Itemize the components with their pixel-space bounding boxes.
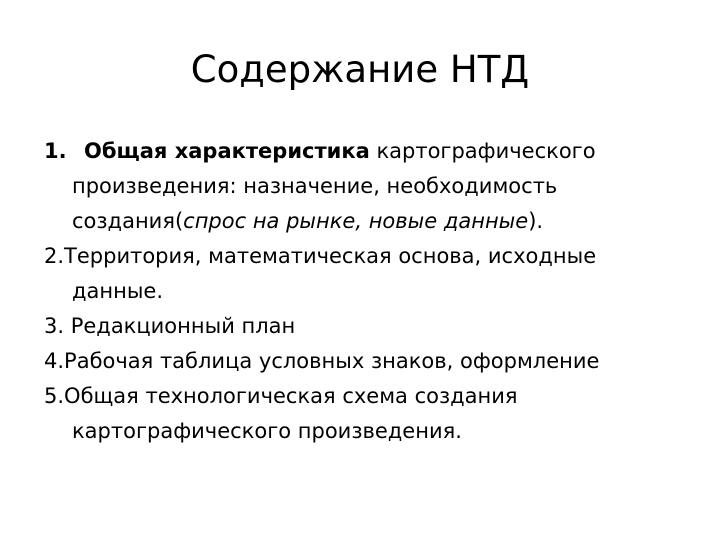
list-item-1: [44, 134, 684, 239]
list-item-1-bold-heading: Общая характеристика: [84, 139, 370, 163]
list-item-1-text-end: ).: [528, 209, 544, 233]
content-list: [44, 134, 684, 449]
list-item-5: 5.Общая технологическая схема создания картографического произведения.: [44, 384, 518, 443]
list-item-1-number: 1.: [44, 139, 67, 163]
slide-title: Содержание НТД: [190, 48, 530, 91]
list-item-1-text: картографического произведения: назначение, необходимость создания(: [72, 139, 596, 233]
list-item-4: 4.Рабочая таблица условных знаков, оформление: [44, 349, 600, 373]
list-item-3: 3. Редакционный план: [44, 314, 296, 338]
list-item-1-italic: спрос на рынке, новые данные: [183, 209, 529, 233]
list-item-2: 2.Территория, математическая основа, исходные данные.: [44, 244, 597, 303]
